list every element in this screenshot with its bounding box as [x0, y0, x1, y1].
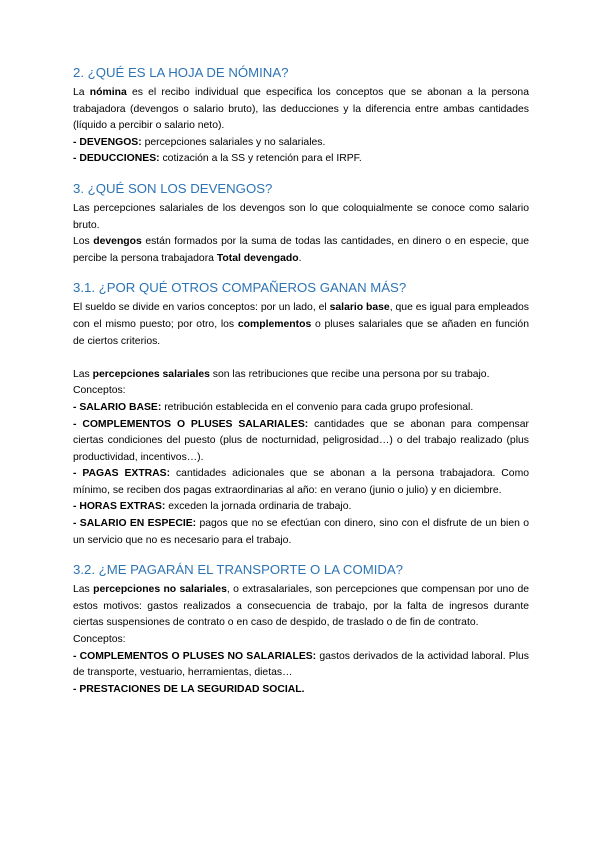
conceptos-label: Conceptos: [73, 385, 126, 397]
list-item-complementos-no-salariales: - COMPLEMENTOS O PLUSES NO SALARIALES: gastos derivados de la actividad laboral. Plus de transporte, vestuario, herramientas, dietas… [73, 650, 529, 679]
section-heading-transporte-comida: 3.2. ¿ME PAGARÁN EL TRANSPORTE O LA COMIDA? [73, 562, 404, 578]
paragraph-percepciones-salariales: Las percepciones salariales son las retribuciones que recibe una persona por su trabajo. [73, 368, 490, 380]
section-heading-hoja-nomina: 2. ¿QUÉ ES LA HOJA DE NÓMINA? [73, 65, 289, 80]
list-item-prestaciones-ss: - PRESTACIONES DE LA SEGURIDAD SOCIAL. [73, 683, 305, 695]
paragraph-percepciones-no-salariales: Las percepciones no salariales, o extrasalariales, son percepciones que compensan por uno de estos motivos: gastos realizados a consecuencia de trabajo, por la falta de ingresos durante ciertas suspensiones de contrato o en caso de despido, de traslado o de fin de contrato. [73, 584, 530, 629]
list-item-salario-especie: - SALARIO EN ESPECIE: pagos que no se efectúan con dinero, sino con el disfrute de un bien o un servicio que no es necesario para el trabajo. [73, 518, 529, 546]
document-page [73, 64, 529, 698]
list-item-horas-extras: - HORAS EXTRAS: exceden la jornada ordinaria de trabajo. [73, 501, 352, 513]
paragraph-total-devengado: Los devengos están formados por la suma de todas las cantidades, en dinero o en especie, que percibe la persona trabajadora Total devengado. [73, 236, 529, 264]
paragraph-salario-bruto: Las percepciones salariales de los devengos son lo que coloquialmente se conoce como salario bruto. [73, 202, 529, 231]
section-heading-otros-companeros: 3.1. ¿POR QUÉ OTROS COMPAÑEROS GANAN MÁS? [73, 280, 407, 296]
list-item-devengos: - DEVENGOS: percepciones salariales y no salariales. [73, 136, 326, 148]
paragraph-definicion-nomina: La nómina es el recibo individual que especifica los conceptos que se abonan a la persona trabajadora (devengos o salario bruto), las deducciones y la diferencia entre ambas cantidades (líquido a percibir o salario neto). [73, 87, 529, 132]
list-item-pagas-extras: - PAGAS EXTRAS: cantidades adicionales que se abonan a la persona trabajadora. Como mínimo, se reciben dos pagas extraordinarias al año: en verano (junio o julio) y en diciembre. [73, 468, 529, 496]
list-item-deducciones: - DEDUCCIONES: cotización a la SS y retención para el IRPF. [73, 153, 362, 165]
section-heading-devengos: 3. ¿QUÉ SON LOS DEVENGOS? [73, 180, 273, 196]
conceptos-label: Conceptos: [73, 634, 126, 646]
list-item-salario-base: - SALARIO BASE: retribución establecida en el convenio para cada grupo profesional. [73, 401, 474, 413]
list-item-complementos-salariales: - COMPLEMENTOS O PLUSES SALARIALES: cantidades que se abonan para compensar ciertas condiciones del puesto (plus de nocturnidad, peligrosidad…) o del trabajo realizado (plus productividad, incentivos…). [73, 418, 529, 463]
paragraph-sueldo-conceptos: El sueldo se divide en varios conceptos: por un lado, el salario base, que es igual para empleados con el mismo puesto; por otro, los complementos o pluses salariales que se añaden en función de ciertos criterios. [73, 302, 530, 347]
